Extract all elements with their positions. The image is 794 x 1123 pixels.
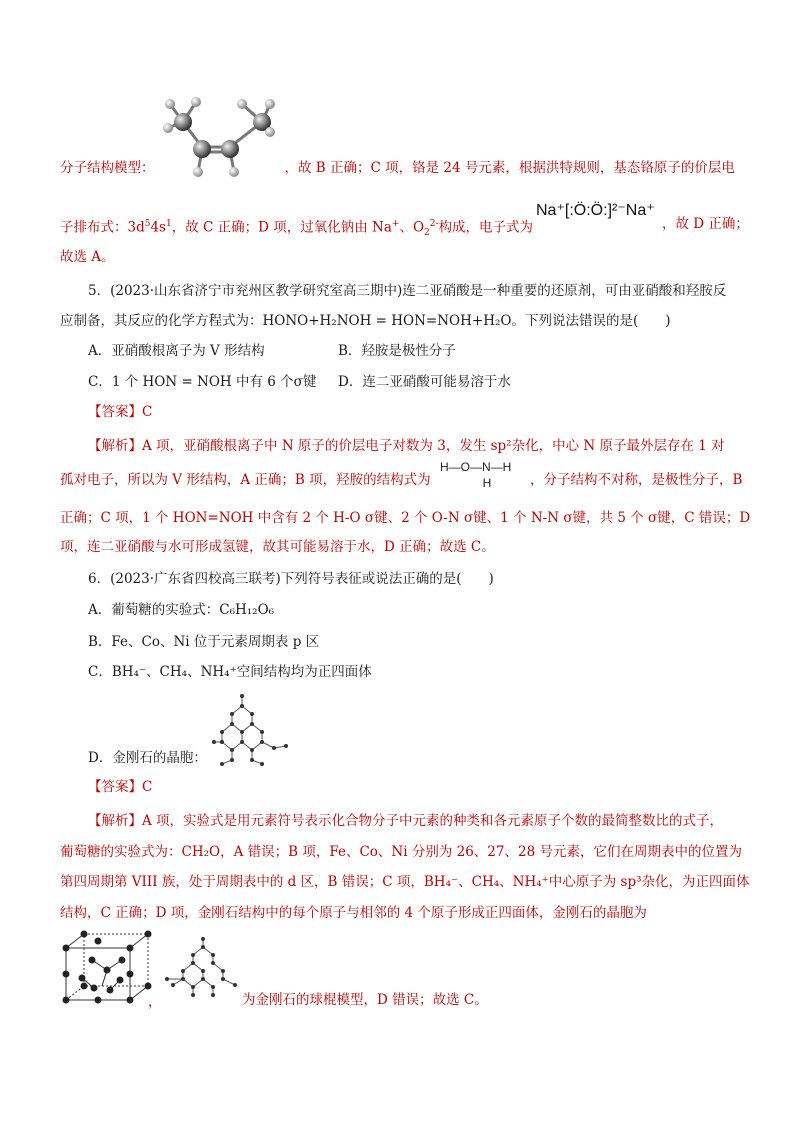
q6-stem: 6．(2023·广东省四校高三联考)下列符号表征或说法正确的是( ) [88, 571, 494, 587]
q5-option-c: C．1 个 HON = NOH 中有 6 个σ键 [88, 374, 317, 390]
text-seg: 4s [150, 219, 166, 236]
hydroxylamine-structure [440, 460, 511, 490]
electron-formula: Na⁺[:Ö:Ö:]²⁻Na⁺ [536, 202, 655, 219]
sup: + [391, 219, 400, 229]
answer-value: C [142, 779, 153, 795]
q5-option-b: B．羟胺是极性分子 [338, 343, 456, 359]
q5-stem-1: 5．(2023·山东省济宁市兖州区教学研究室高三期中)连二亚硝酸是一种重要的还原剂，可由亚硝酸和羟胺反 [88, 283, 727, 299]
q6-option-a: A．葡萄糖的实验式：C₆H₁₂O₆ [88, 602, 275, 618]
q5-answer [88, 402, 152, 422]
q6-analysis-1 [88, 811, 723, 831]
prev-line-1 [60, 158, 735, 178]
analysis-tag: 【解析】 [88, 813, 142, 829]
q6-answer [88, 777, 152, 797]
structure-top: H—O—N—H [440, 460, 512, 474]
sub: 2 [424, 228, 430, 239]
prev-line-2 [60, 214, 533, 243]
sup: 1 [166, 219, 172, 229]
diamond-unit-cell-figure [62, 930, 154, 1004]
answer-tag: 【答案】 [88, 779, 142, 795]
text-seg: 构成，电子式为 [438, 219, 534, 236]
q6-analysis-5: 为金刚石的球棍模型，D 错误；故选 C。 [242, 992, 488, 1008]
diamond-ball-stick-figure [163, 935, 243, 1001]
q5-analysis-3: 正确；C 项，1 个 HON=NOH 中含有 2 个 H-O σ键、2 个 O-N σ键、1 个 N-N σ键，共 5 个 σ键，C 错误；D [60, 510, 751, 526]
prev-line-1a: 分子结构模型： [60, 160, 155, 176]
analysis-tag: 【解析】 [88, 438, 142, 454]
q6-option-c: C．BH₄⁻、CH₄、NH₄⁺空间结构均为正四面体 [88, 664, 372, 680]
answer-value: C [142, 404, 153, 420]
q5-stem-2: 应制备，其反应的化学方程式为：HONO+H₂NOH = HON=NOH+H₂O。下列说法错误的是( ) [60, 313, 671, 329]
sup: 2- [429, 219, 439, 229]
text-seg: ，故 C 正确；D 项，过氧化钠由 Na [171, 219, 392, 236]
q6-analysis-4: 结构，C 正确；D 项，金刚石结构中的每个原子与相邻的 4 个原子形成正四面体，金刚石的晶胞为 [60, 905, 647, 921]
prev-line-3: 故选 A。 [60, 249, 115, 265]
prev-line-2-end: ，故 D 正确； [662, 216, 749, 232]
q5-analysis-1 [88, 436, 725, 456]
q5-analysis-2 [60, 470, 431, 490]
diamond-model-figure [212, 690, 290, 766]
structure-bottom: H [482, 476, 492, 490]
text-seg: 子排布式：3d [60, 219, 145, 236]
q6-analysis-2: 葡萄糖的实验式为：CH₂O，A 错误；B 项，Fe、Co、Ni 分别为 26、27、28 号元素，它们在周期表中的位置为 [60, 844, 742, 860]
q6-option-d: D．金刚石的晶胞： [88, 750, 207, 766]
q5-option-a: A．亚硝酸根离子为 V 形结构 [88, 343, 265, 359]
text-seg: 孤对电子，所以为 V 形结构，A 正确；B 项，羟胺的结构式为 [60, 472, 431, 488]
q6-analysis-5-comma: ， [148, 994, 162, 1010]
q5-analysis-2b: ，分子结构不对称，是极性分子，B [530, 472, 743, 488]
q6-analysis-3: 第四周期第 VIII 族，处于周期表中的 d 区，B 错误；C 项，BH₄⁻、CH₄、NH₄⁺中心原子为 sp³杂化，为正四面体 [60, 874, 750, 890]
answer-tag: 【答案】 [88, 404, 142, 420]
sup: 5 [144, 219, 151, 229]
q5-option-d: D．连二亚硝酸可能易溶于水 [338, 374, 511, 390]
q6-option-b: B．Fe、Co、Ni 位于元素周期表 p 区 [88, 634, 320, 650]
text-seg: A 项，实验式是用元素符号表示化合物分子中元素的种类和各元素原子个数的最简整数比的式子， [142, 813, 724, 829]
q5-analysis-4: 项，连二亚硝酸与水可形成氢键，故其可能易溶于水，D 正确；故选 C。 [60, 539, 495, 555]
prev-line-1b: ，故 B 正确；C 项，铬是 24 号元素，根据洪特规则，基态铬原子的价层电 [284, 160, 735, 176]
text-seg: 、O [399, 219, 425, 236]
text-seg: A 项，亚硝酸根离子中 N 原子的价层电子对数为 3，发生 sp²杂化，中心 N 原子最外层存在 1 对 [142, 438, 725, 454]
